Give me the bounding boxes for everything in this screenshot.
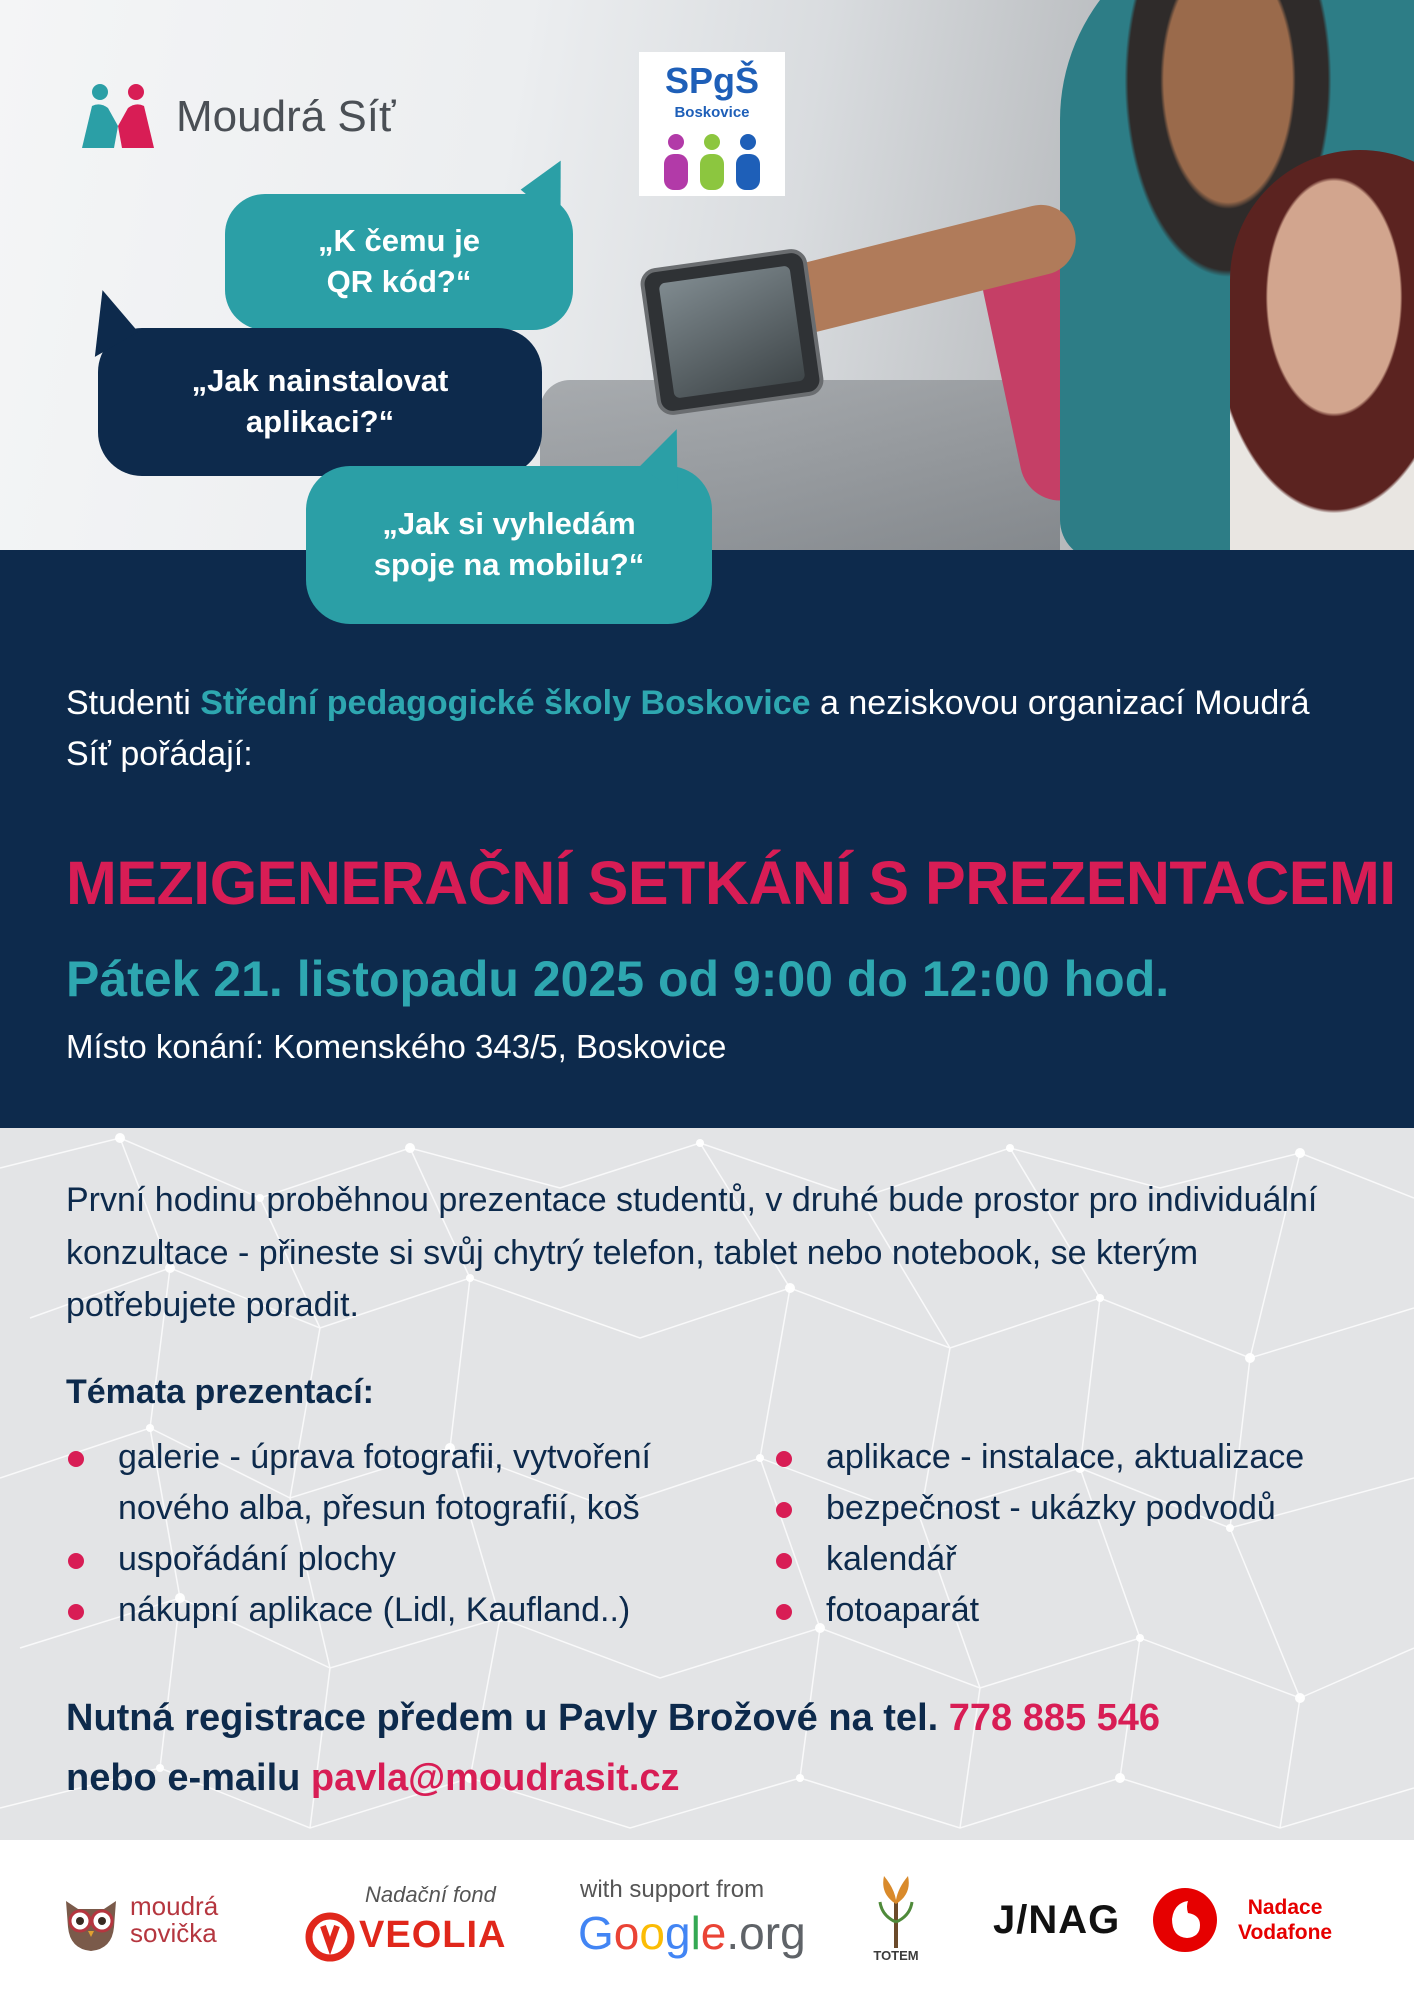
photo-smartphone bbox=[639, 247, 826, 417]
email-link[interactable]: pavla@moudrasit.cz bbox=[310, 1757, 680, 1800]
speech-bubble-connections bbox=[306, 466, 712, 624]
topic-item: galerie - úprava fotografii, vytvoření nového alba, přesun fotografií, koš bbox=[66, 1432, 726, 1534]
event-headline: MEZIGENERAČNÍ SETKÁNÍ S PREZENTACEMI bbox=[66, 849, 1396, 917]
topic-item: bezpečnost - ukázky podvodů bbox=[774, 1483, 1394, 1534]
photo-older-woman bbox=[1230, 150, 1414, 550]
bubble-line: aplikaci?“ bbox=[245, 404, 395, 439]
registration-line-email bbox=[66, 1748, 1160, 1808]
registration-info bbox=[66, 1688, 1160, 1808]
jnag-wordmark: J/NAG bbox=[993, 1897, 1121, 1942]
moudra-sit-wordmark: Moudrá Síť bbox=[176, 92, 396, 141]
bubble-line: QR kód?“ bbox=[326, 264, 472, 299]
topics-list-right bbox=[774, 1432, 1394, 1636]
google-letter: G bbox=[578, 1907, 614, 1959]
veolia-mark-icon bbox=[305, 1912, 355, 1962]
bubble-text bbox=[374, 504, 644, 586]
sovicka-wordmark bbox=[130, 1890, 219, 1948]
topic-item: uspořádání plochy bbox=[66, 1534, 726, 1585]
google-org-wordmark bbox=[578, 1906, 806, 1960]
veolia-caption: Nadační fond bbox=[365, 1882, 496, 1907]
bubble-line: spoje na mobilu?“ bbox=[373, 547, 645, 582]
speech-bubble-qr bbox=[225, 194, 573, 330]
veolia-logo bbox=[305, 1840, 515, 2000]
intro-after: a neziskovou organizací Moudrá Síť pořádají: bbox=[66, 684, 1310, 773]
google-org-logo bbox=[578, 1840, 808, 2000]
sovicka-line: moudrá bbox=[130, 1890, 219, 1921]
spgs-figures-icon bbox=[659, 132, 765, 192]
google-caption: with support from bbox=[580, 1876, 765, 1903]
vodafone-line: Vodafone bbox=[1238, 1921, 1333, 1944]
totem-wordmark: TOTEM bbox=[873, 1948, 919, 1963]
spgs-subtitle: Boskovice bbox=[674, 104, 750, 121]
registration-text: nebo e-mailu bbox=[66, 1757, 311, 1800]
spgs-logo bbox=[639, 52, 785, 196]
vodafone-speechmark-icon bbox=[1152, 1887, 1218, 1953]
google-letter: g bbox=[664, 1907, 691, 1959]
registration-line-phone bbox=[66, 1688, 1160, 1748]
totem-logo bbox=[866, 1840, 926, 2000]
google-letter: e bbox=[700, 1907, 727, 1959]
moudra-sovicka-logo bbox=[58, 1840, 218, 2000]
bubble-line: „K čemu je bbox=[318, 223, 480, 259]
spgs-title: SPgŠ bbox=[664, 60, 760, 101]
google-letter: .org bbox=[726, 1907, 806, 1959]
intro-school-name: Střední pedagogické školy Boskovice bbox=[200, 684, 811, 722]
topic-item: kalendář bbox=[774, 1534, 1394, 1585]
event-description: První hodinu proběhnou prezentace studentů, v druhé bude prostor pro individuální konzultace - přineste si svůj chytrý telefon, tablet nebo notebook, se kterým potřebujete poradit. bbox=[66, 1181, 1318, 1325]
topics-list-left bbox=[66, 1432, 726, 1636]
event-venue: Místo konání: Komenského 343/5, Boskovice bbox=[66, 1028, 727, 1065]
speech-bubble-install bbox=[98, 328, 542, 476]
owl-icon bbox=[58, 1887, 124, 1953]
jnag-logo bbox=[993, 1840, 1121, 2000]
veolia-wordmark: VEOLIA bbox=[359, 1914, 507, 1956]
topic-item: aplikace - instalace, aktualizace bbox=[774, 1432, 1394, 1483]
bubble-line: „Jak nainstalovat bbox=[191, 363, 449, 399]
intro-text bbox=[66, 678, 1316, 780]
vodafone-wordmark bbox=[1238, 1895, 1332, 1945]
moudra-sit-figures-icon bbox=[78, 82, 158, 152]
topic-item: nákupní aplikace (Lidl, Kaufland..) bbox=[66, 1585, 726, 1636]
google-letter: l bbox=[690, 1907, 701, 1959]
bubble-text bbox=[318, 221, 480, 303]
sovicka-line: sovička bbox=[130, 1918, 217, 1948]
nadace-vodafone-logo bbox=[1152, 1840, 1382, 2000]
photo-phone-screen bbox=[659, 265, 806, 398]
moudra-sit-logo bbox=[78, 82, 438, 152]
google-letter: o bbox=[613, 1907, 640, 1959]
phone-number-link[interactable]: 778 885 546 bbox=[948, 1697, 1161, 1739]
topics-heading: Témata prezentací: bbox=[66, 1373, 374, 1411]
totem-tree-icon bbox=[874, 1870, 918, 1950]
intro-before: Studenti bbox=[66, 684, 201, 722]
event-date: Pátek 21. listopadu 2025 od 9:00 do 12:00 hod. bbox=[66, 951, 1170, 1007]
bubble-line: „Jak si vyhledám bbox=[382, 506, 636, 542]
bubble-text bbox=[192, 361, 449, 443]
topic-item: fotoaparát bbox=[774, 1585, 1394, 1636]
vodafone-line: Nadace bbox=[1247, 1895, 1323, 1919]
registration-text: Nutná registrace předem u Pavly Brožové na tel. bbox=[66, 1697, 949, 1739]
google-letter: o bbox=[639, 1907, 665, 1959]
